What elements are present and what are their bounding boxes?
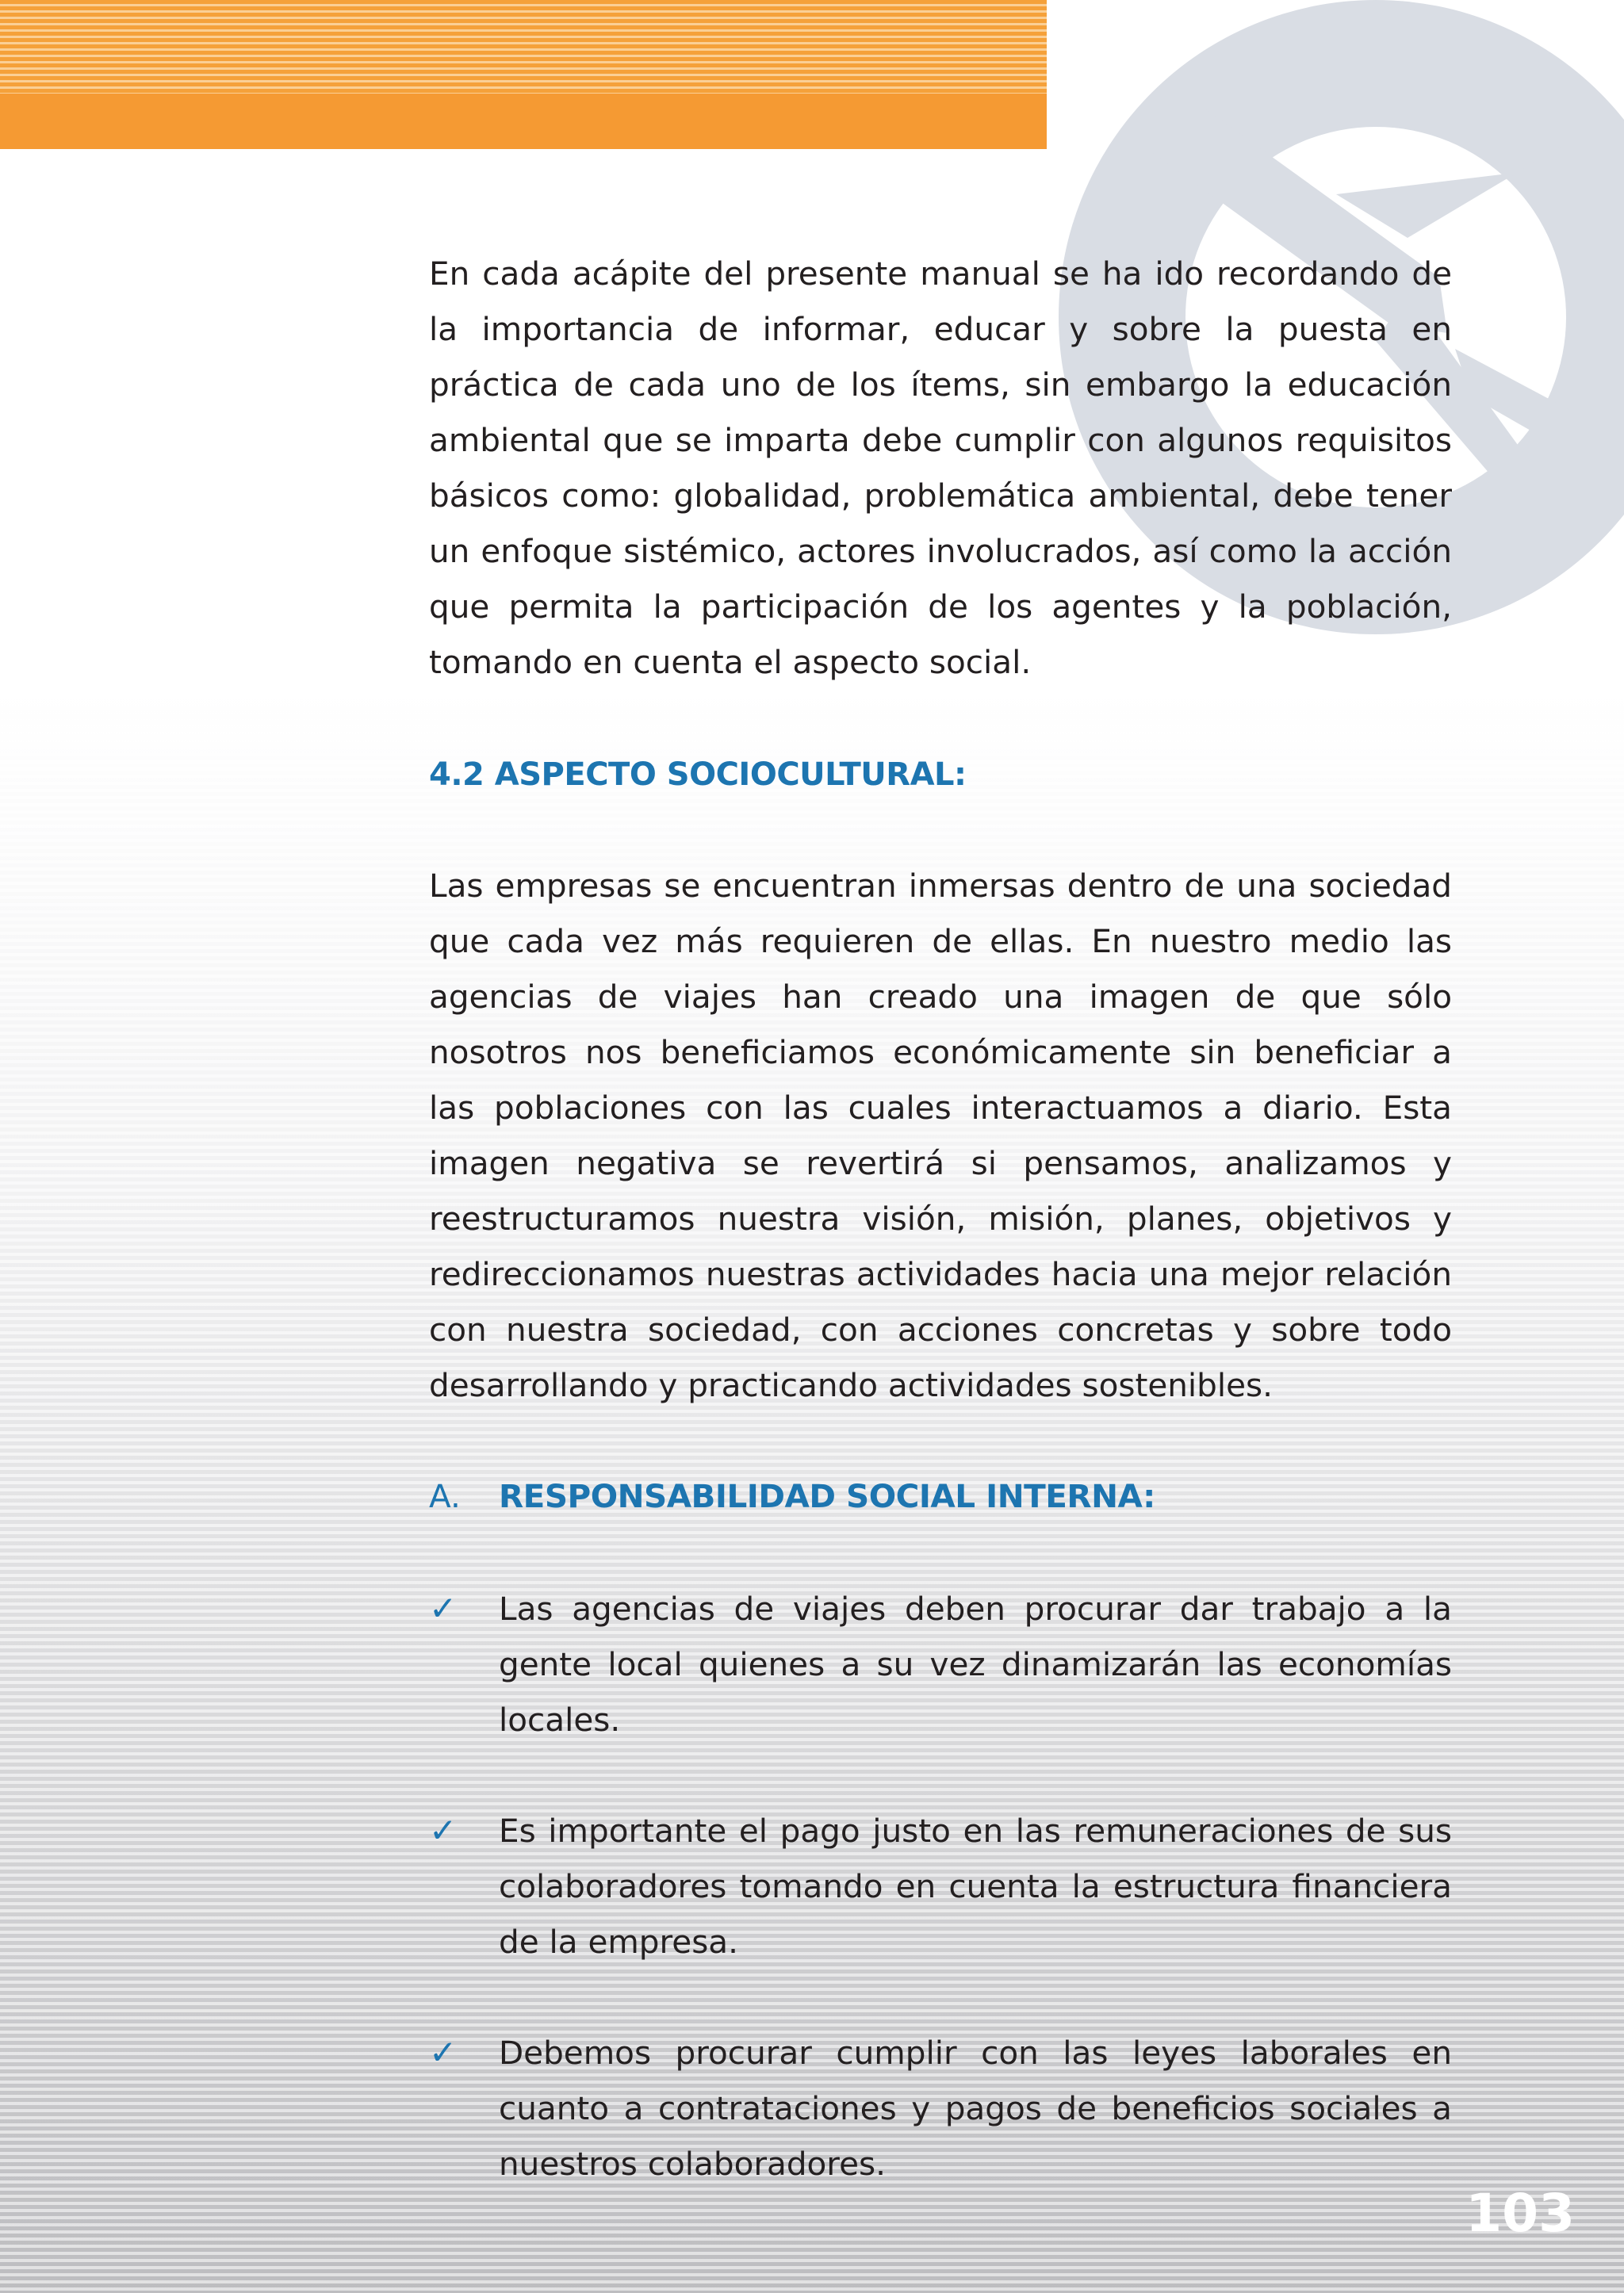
bullet-text: Las agencias de viajes deben procurar dar trabajo a la gente local quienes a su vez dinamizarán las economías locales. bbox=[499, 1590, 1452, 1739]
section-heading: 4.2 ASPECTO SOCIOCULTURAL: bbox=[429, 756, 967, 793]
subsection-heading bbox=[429, 1468, 1452, 1524]
checkmark-icon: ✓ bbox=[429, 2033, 458, 2072]
page-number: 103 bbox=[1465, 2183, 1575, 2244]
section-paragraph: Las empresas se encuentran inmersas dentro de una sociedad que cada vez más requieren de ellas. En nuestro medio las agencias de viajes han creado una imagen de que sólo nosotros nos beneficiamos económicamente sin beneficiar a las poblaciones con las cuales interactuamos a diario. Esta imagen negativa se revertirá si pensamos, analizamos y reestructuramos nuestra visión, misión, planes, objetivos y redireccionamos nuestras actividades hacia una mejor relación con nuestra sociedad, con acciones concretas y sobre todo desarrollando y practicando actividades sostenibles. bbox=[429, 867, 1452, 1404]
intro-paragraph: En cada acápite del presente manual se ha ido recordando de la importancia de informar, educar y sobre la puesta en práctica de cada uno de los ítems, sin embargo la educación ambiental que se imparta debe cumplir con algunos requisitos básicos como: globalidad, problemática ambiental, debe tener un enfoque sistémico, actores involucrados, así como la acción que permita la participación de los agentes y la población, tomando en cuenta el aspecto social. bbox=[429, 255, 1452, 681]
subsection-letter: A. bbox=[429, 1477, 461, 1515]
bullet-item bbox=[429, 1581, 1452, 1748]
bullet-item bbox=[429, 2025, 1452, 2192]
checkmark-icon: ✓ bbox=[429, 1811, 458, 1850]
subsection-title: RESPONSABILIDAD SOCIAL INTERNA: bbox=[499, 1477, 1155, 1515]
bullet-text: Debemos procurar cumplir con las leyes laborales en cuanto a contrataciones y pagos de beneficios sociales a nuestros colaboradores. bbox=[499, 2034, 1452, 2183]
checkmark-icon: ✓ bbox=[429, 1589, 458, 1628]
header-stripes bbox=[0, 0, 1047, 149]
page-content bbox=[429, 246, 1452, 2247]
bullet-text: Es importante el pago justo en las remuneraciones de sus colaboradores tomando en cuenta la estructura financiera de la empresa. bbox=[499, 1812, 1452, 1961]
bullet-item bbox=[429, 1803, 1452, 1970]
